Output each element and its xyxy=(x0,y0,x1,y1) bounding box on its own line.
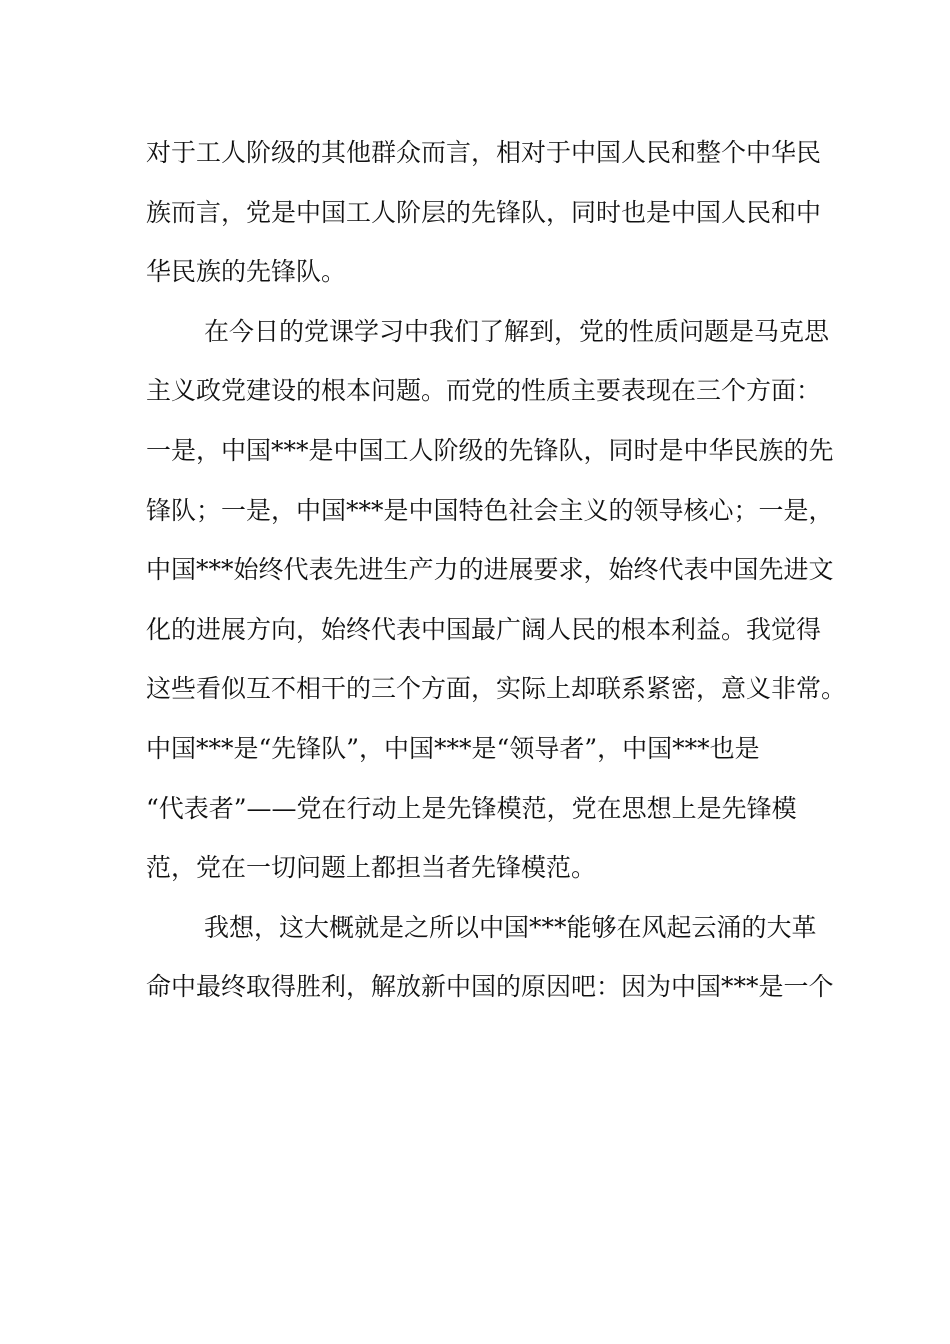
document-body xyxy=(146,128,847,1022)
text-line: 锋队；一是，中国***是中国特色社会主义的领导核心；一是， xyxy=(146,495,834,525)
text-line: 一是，中国***是中国工人阶级的先锋队，同时是中华民族的先 xyxy=(146,435,834,465)
text-line: 中国***始终代表先进生产力的进展要求，始终代表中国先进文 xyxy=(146,555,834,585)
text-line: 主义政党建设的根本问题。而党的性质主要表现在三个方面： xyxy=(146,376,822,406)
text-line: 族而言，党是中国工人阶层的先锋队，同时也是中国人民和中 xyxy=(146,197,822,227)
text-line: 命中最终取得胜利，解放新中国的原因吧：因为中国***是一个 xyxy=(146,972,834,1002)
text-line: 我想，这大概就是之所以中国***能够在风起云涌的大革 xyxy=(204,912,817,942)
text-line: 范，党在一切问题上都担当者先锋模范。 xyxy=(146,853,597,883)
text-line: 对于工人阶级的其他群众而言，相对于中国人民和整个中华民 xyxy=(146,138,822,167)
text-line: “代表者”——党在行动上是先锋模范，党在思想上是先锋模 xyxy=(146,793,797,823)
text-line: 在今日的党课学习中我们了解到，党的性质问题是马克思 xyxy=(204,316,830,346)
text-line: 中国***是“先锋队”，中国***是“领导者”，中国***也是 xyxy=(146,733,760,763)
text-line: 这些看似互不相干的三个方面，实际上却联系紧密，意义非常。 xyxy=(146,674,847,704)
text-line: 化的进展方向，始终代表中国最广阔人民的根本利益。我觉得 xyxy=(146,614,822,644)
text-line: 华民族的先锋队。 xyxy=(146,257,347,287)
